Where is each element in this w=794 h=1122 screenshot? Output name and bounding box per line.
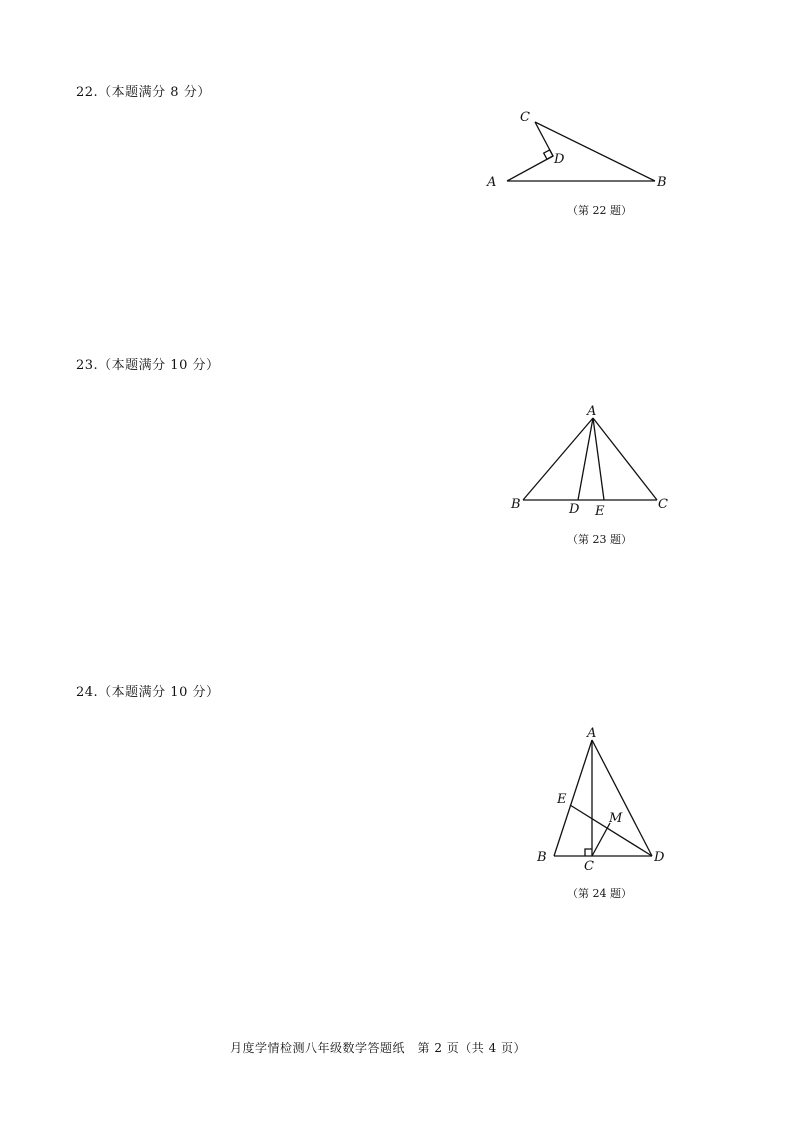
segment-cb	[535, 122, 655, 181]
segment-ad	[578, 418, 593, 500]
label-d: D	[554, 152, 565, 167]
figure-24-caption: （第 24 题）	[567, 887, 632, 900]
question-23-title: 23.（本题满分 10 分）	[76, 358, 220, 373]
segment-ab	[523, 418, 593, 500]
figure-23-triangle-diagram	[505, 400, 685, 520]
label-a: A	[587, 404, 597, 419]
page-footer: 月度学情检测八年级数学答题纸 第 2 页（共 4 页）	[230, 1041, 527, 1055]
question-24-title: 24.（本题满分 10 分）	[76, 685, 220, 700]
right-angle-mark-d	[544, 150, 553, 159]
label-d: D	[654, 850, 665, 865]
figure-24-triangle-diagram	[530, 720, 680, 875]
label-b: B	[511, 497, 521, 512]
figure-22-caption: （第 22 题）	[567, 204, 632, 217]
question-22-title: 22.（本题满分 8 分）	[76, 85, 211, 100]
label-c: C	[520, 110, 530, 125]
figure-22-triangle-diagram	[480, 105, 680, 195]
label-b: B	[657, 175, 667, 190]
right-angle-mark-c	[585, 849, 592, 856]
label-e: E	[595, 504, 605, 519]
figure-23-caption: （第 23 题）	[567, 533, 632, 546]
segment-ad	[507, 156, 553, 181]
label-a: A	[487, 175, 497, 190]
label-c: C	[658, 497, 668, 512]
segment-cm	[592, 823, 610, 856]
label-e: E	[557, 792, 567, 807]
label-b: B	[537, 850, 547, 865]
label-a: A	[587, 726, 597, 741]
label-m: M	[609, 811, 623, 826]
label-d: D	[569, 502, 580, 517]
label-c: C	[584, 859, 594, 874]
